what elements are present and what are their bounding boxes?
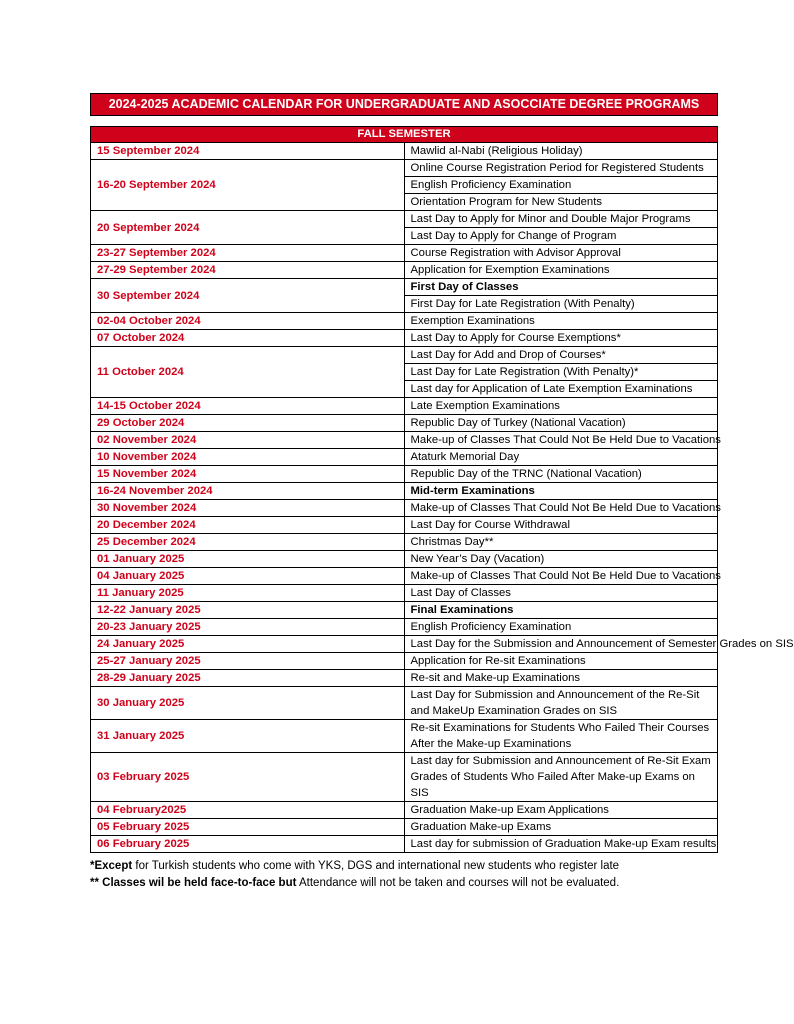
date-cell: 30 November 2024 — [91, 500, 405, 517]
date-cell: 25 December 2024 — [91, 534, 405, 551]
table-row — [91, 836, 718, 853]
calendar-body — [91, 127, 794, 853]
date-cell: 04 February2025 — [91, 802, 405, 819]
table-row — [91, 466, 718, 483]
table-row — [91, 245, 718, 262]
table-row — [91, 500, 718, 517]
semester-header: FALL SEMESTER — [91, 127, 718, 143]
table-row — [91, 602, 718, 619]
table-row — [91, 687, 718, 720]
event-cell: Application for Exemption Examinations — [404, 262, 718, 279]
event-cell: Last day for Application of Late Exemption Examinations — [404, 381, 718, 398]
event-cell: Last Day to Apply for Change of Program — [404, 228, 718, 245]
date-cell: 05 February 2025 — [91, 819, 405, 836]
date-cell: 07 October 2024 — [91, 330, 405, 347]
event-cell: Last Day for the Submission and Announcement of Semester Grades on SIS — [404, 636, 718, 653]
event-cell: Last Day for Course Withdrawal — [404, 517, 718, 534]
semester-header-row — [91, 127, 718, 143]
date-cell: 10 November 2024 — [91, 449, 405, 466]
date-cell: 24 January 2025 — [91, 636, 405, 653]
date-cell: 27-29 September 2024 — [91, 262, 405, 279]
footnote-1 — [90, 858, 730, 875]
footnote-1-bold: *Except — [90, 860, 133, 872]
event-cell: Republic Day of Turkey (National Vacation) — [404, 415, 718, 432]
table-row — [91, 449, 718, 466]
event-cell: New Year’s Day (Vacation) — [404, 551, 718, 568]
event-cell: Ataturk Memorial Day — [404, 449, 718, 466]
date-cell: 01 January 2025 — [91, 551, 405, 568]
event-cell: Re-sit and Make-up Examinations — [404, 670, 718, 687]
event-cell: First Day for Late Registration (With Penalty) — [404, 296, 718, 313]
event-cell: Graduation Make-up Exam Applications — [404, 802, 718, 819]
event-cell: Graduation Make-up Exams — [404, 819, 718, 836]
table-row — [91, 160, 718, 177]
event-cell: Last day for submission of Graduation Make-up Exam results — [404, 836, 718, 853]
event-cell: Re-sit Examinations for Students Who Failed Their Courses After the Make-up Examinations — [404, 720, 718, 753]
event-cell: First Day of Classes — [404, 279, 718, 296]
event-cell: Make-up of Classes That Could Not Be Held Due to Vacations — [404, 568, 718, 585]
table-row — [91, 720, 718, 753]
event-cell: Orientation Program for New Students — [404, 194, 718, 211]
date-cell: 11 January 2025 — [91, 585, 405, 602]
table-row — [91, 143, 718, 160]
event-cell: Final Examinations — [404, 602, 718, 619]
table-row — [91, 568, 718, 585]
date-cell: 16-24 November 2024 — [91, 483, 405, 500]
table-row — [91, 819, 718, 836]
footnote-1-text: for Turkish students who come with YKS, DGS and international new students who register late — [132, 860, 620, 872]
event-cell: Application for Re-sit Examinations — [404, 653, 718, 670]
table-row — [91, 347, 718, 364]
event-cell: English Proficiency Examination — [404, 619, 718, 636]
date-cell: 20 December 2024 — [91, 517, 405, 534]
table-row — [91, 619, 718, 636]
table-row — [91, 313, 718, 330]
event-cell: Exemption Examinations — [404, 313, 718, 330]
table-row — [91, 415, 718, 432]
table-row — [91, 211, 718, 228]
table-row — [91, 483, 718, 500]
table-row — [91, 330, 718, 347]
footnote-2 — [90, 875, 730, 892]
table-row — [91, 551, 718, 568]
event-cell: Course Registration with Advisor Approval — [404, 245, 718, 262]
page-title: 2024-2025 ACADEMIC CALENDAR FOR UNDERGRADUATE AND ASOCCIATE DEGREE PROGRAMS — [90, 93, 718, 116]
date-cell: 12-22 January 2025 — [91, 602, 405, 619]
table-row — [91, 517, 718, 534]
table-row — [91, 534, 718, 551]
footnote-2-text: Attendance will not be taken and courses will not be evaluated. — [296, 877, 620, 889]
footnote-2-bold: ** Classes wil be held face-to-face but — [90, 877, 297, 889]
table-row — [91, 753, 718, 802]
table-row — [91, 802, 718, 819]
date-cell: 23-27 September 2024 — [91, 245, 405, 262]
date-cell: 25-27 January 2025 — [91, 653, 405, 670]
footnotes — [90, 858, 730, 892]
event-cell: Make-up of Classes That Could Not Be Held Due to Vacations — [404, 432, 718, 449]
table-row — [91, 262, 718, 279]
date-cell: 02-04 October 2024 — [91, 313, 405, 330]
event-cell: Mawlid al-Nabi (Religious Holiday) — [404, 143, 718, 160]
event-cell: Online Course Registration Period for Registered Students — [404, 160, 718, 177]
table-row — [91, 398, 718, 415]
academic-calendar-table — [90, 126, 794, 853]
event-cell: Last Day for Add and Drop of Courses* — [404, 347, 718, 364]
event-cell: Last Day to Apply for Minor and Double Major Programs — [404, 211, 718, 228]
table-row — [91, 653, 718, 670]
event-cell: Last Day for Submission and Announcement of the Re-Sit and MakeUp Examination Grades on SIS — [404, 687, 718, 720]
date-cell: 28-29 January 2025 — [91, 670, 405, 687]
table-row — [91, 585, 718, 602]
event-cell: Last Day for Late Registration (With Penalty)* — [404, 364, 718, 381]
date-cell: 03 February 2025 — [91, 753, 405, 802]
date-cell: 30 January 2025 — [91, 687, 405, 720]
date-cell: 11 October 2024 — [91, 347, 405, 398]
date-cell: 15 September 2024 — [91, 143, 405, 160]
date-cell: 02 November 2024 — [91, 432, 405, 449]
date-cell: 20 September 2024 — [91, 211, 405, 245]
table-row — [91, 432, 718, 449]
event-cell: Christmas Day** — [404, 534, 718, 551]
table-row — [91, 636, 718, 653]
date-cell: 31 January 2025 — [91, 720, 405, 753]
event-cell: Republic Day of the TRNC (National Vacation) — [404, 466, 718, 483]
event-cell: Last day for Submission and Announcement of Re-Sit Exam Grades of Students Who Failed After Make-up Exams on SIS — [404, 753, 718, 802]
event-cell: Last Day to Apply for Course Exemptions* — [404, 330, 718, 347]
date-cell: 16-20 September 2024 — [91, 160, 405, 211]
date-cell: 15 November 2024 — [91, 466, 405, 483]
date-cell: 20-23 January 2025 — [91, 619, 405, 636]
date-cell: 14-15 October 2024 — [91, 398, 405, 415]
event-cell: Late Exemption Examinations — [404, 398, 718, 415]
date-cell: 04 January 2025 — [91, 568, 405, 585]
event-cell: English Proficiency Examination — [404, 177, 718, 194]
table-row — [91, 279, 718, 296]
event-cell: Mid-term Examinations — [404, 483, 718, 500]
date-cell: 06 February 2025 — [91, 836, 405, 853]
table-row — [91, 670, 718, 687]
date-cell: 30 September 2024 — [91, 279, 405, 313]
event-cell: Make-up of Classes That Could Not Be Held Due to Vacations — [404, 500, 718, 517]
event-cell: Last Day of Classes — [404, 585, 718, 602]
date-cell: 29 October 2024 — [91, 415, 405, 432]
